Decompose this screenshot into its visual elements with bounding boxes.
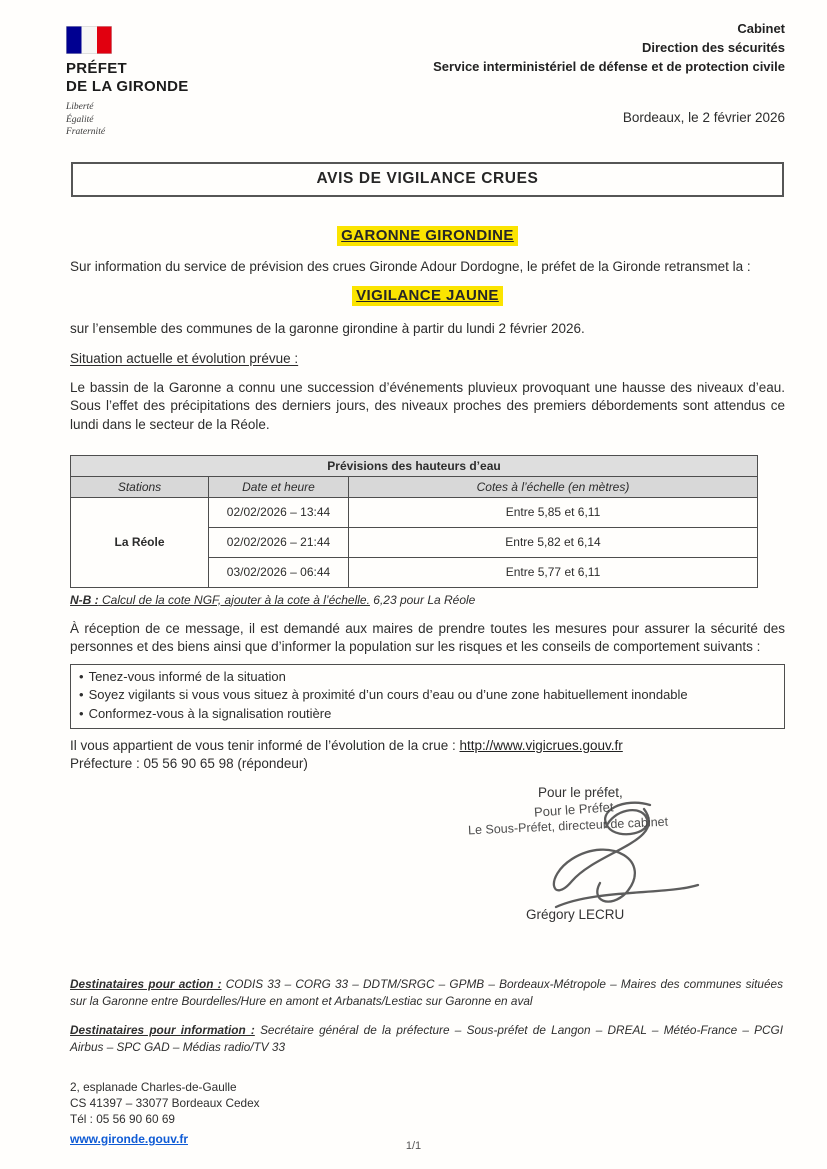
- address-line: Tél : 05 56 90 60 69: [70, 1111, 175, 1126]
- station-cell: La Réole: [71, 497, 209, 587]
- table-note-rest: 6,23 pour La Réole: [369, 592, 476, 607]
- motto-fraternite: Fraternité: [66, 127, 106, 138]
- vigilance-level-line: [70, 287, 785, 305]
- column-header-stations: Stations: [71, 476, 209, 497]
- handwritten-signature-icon: [498, 795, 728, 915]
- advice-text: Conformez-vous à la signalisation routière: [88, 705, 332, 721]
- recipients-action-text: CODIS 33 – CORG 33 – DDTM/SRGC – GPMB – Bordeaux-Métropole – Maires des communes situées sur la Garonne entre Bourdelles/Hure en amont et Arbanats/Lestiac sur Garonne en aval: [70, 977, 783, 1009]
- vigicrues-info-prefix: Il vous appartient de vous tenir informé de l’évolution de la crue :: [70, 738, 460, 754]
- logo-motto: [66, 101, 236, 138]
- recipients-action: [70, 976, 783, 1010]
- cote-cell: Entre 5,82 et 6,14: [349, 527, 758, 557]
- page-number: 1/1: [405, 1140, 422, 1152]
- prefecture-phone-line: Préfecture : 05 56 90 65 98 (répondeur): [70, 756, 308, 772]
- advice-item: [79, 705, 776, 723]
- table-row: [71, 497, 758, 527]
- motto-liberte: Liberté: [66, 102, 94, 113]
- vigilance-level-highlight: VIGILANCE JAUNE: [352, 286, 503, 306]
- vigicrues-link[interactable]: http://www.vigicrues.gouv.fr: [459, 738, 623, 754]
- french-flag-icon: [66, 26, 112, 54]
- recipients-action-label: Destinataires pour action :: [70, 977, 222, 991]
- bullet-icon: •: [79, 687, 84, 703]
- address-line: 2, esplanade Charles-de-Gaulle: [70, 1080, 237, 1094]
- bullet-icon: •: [79, 705, 84, 721]
- cote-cell: Entre 5,85 et 6,11: [349, 497, 758, 527]
- scope-line: sur l’ensemble des communes de la garonne girondine à partir du lundi 2 février 2026.: [70, 320, 585, 336]
- table-title: Prévisions des hauteurs d’eau: [71, 455, 758, 476]
- advice-box: [70, 664, 785, 729]
- datetime-cell: 03/02/2026 – 06:44: [209, 557, 349, 587]
- service-line-cabinet: Cabinet: [737, 21, 785, 36]
- recipients-information-text: Secrétaire général de la préfecture – Sous-préfet de Langon – DREAL – Météo-France – PCGI Airbus – SPC GAD – Médias radio/TV 33: [70, 1023, 784, 1055]
- service-line-sidpc: Service interministériel de défense et de protection civile: [433, 58, 785, 74]
- table-header-row: [71, 476, 758, 497]
- table-note: [70, 593, 785, 607]
- situation-heading: Situation actuelle et évolution prévue :: [70, 350, 299, 366]
- river-name-highlight: GARONNE GIRONDINE: [337, 226, 518, 246]
- signature-handwritten-line-2: Le Sous-Préfet, directeur de cabinet: [467, 814, 669, 838]
- signatory-name: Grégory LECRU: [526, 907, 625, 923]
- signature-typed-line: Pour le préfet,: [538, 785, 623, 801]
- document-title-box: AVIS DE VIGILANCE CRUES: [71, 162, 784, 197]
- header-service-block: [433, 20, 785, 77]
- advice-item: [79, 686, 776, 704]
- forecast-table: [70, 455, 758, 588]
- prefecture-logo: [66, 26, 236, 138]
- advice-text: Soyez vigilants si vous vous situez à proximité d’un cours d’eau ou d’une zone habituellement inondable: [88, 687, 688, 703]
- mayors-instruction-paragraph: À réception de ce message, il est demandé aux maires de prendre toutes les mesures pour assurer la sécurité des personnes et des biens ainsi que d’informer la population sur les risques et les conseils de comportement suivants :: [70, 620, 785, 655]
- datetime-cell: 02/02/2026 – 21:44: [209, 527, 349, 557]
- service-line-direction: Direction des sécurités: [641, 39, 785, 55]
- bullet-icon: •: [79, 668, 84, 684]
- date-place-line: Bordeaux, le 2 février 2026: [622, 110, 785, 125]
- address-line: CS 41397 – 33077 Bordeaux Cedex: [70, 1095, 260, 1110]
- intro-paragraph: Sur information du service de prévision des crues Gironde Adour Dordogne, le préfet de la Gironde retransmet la :: [70, 259, 751, 274]
- advice-item: [79, 668, 776, 686]
- column-header-datetime: Date et heure: [209, 476, 349, 497]
- signature-handwritten-line-1: Pour le Préfet: [533, 799, 614, 820]
- column-header-cote: Cotes à l’échelle (en mètres): [349, 476, 758, 497]
- situation-paragraph: Le bassin de la Garonne a connu une succession d’événements pluvieux provoquant une hausse des niveaux d’eau. Sous l’effet des précipitations des derniers jours, des niveaux proches des premiers débordements sont attendus ce lundi dans le secteur de la Réole.: [70, 379, 785, 432]
- table-note-label: N-B :: [70, 592, 99, 607]
- logo-title-line-2: DE LA GIRONDE: [66, 77, 189, 95]
- signature-block: [70, 785, 785, 957]
- datetime-cell: 02/02/2026 – 13:44: [209, 497, 349, 527]
- gironde-website-link[interactable]: www.gironde.gouv.fr: [70, 1131, 188, 1146]
- document-header: [66, 0, 785, 152]
- motto-egalite: Égalité: [66, 114, 94, 125]
- footer-address-block: [70, 1080, 260, 1148]
- cote-cell: Entre 5,77 et 6,11: [349, 557, 758, 587]
- recipients-information: [70, 1022, 783, 1056]
- recipients-information-label: Destinataires pour information :: [70, 1023, 255, 1037]
- vigicrues-info-line: [70, 738, 785, 753]
- advice-text: Tenez-vous informé de la situation: [88, 668, 286, 684]
- table-title-row: [71, 455, 758, 476]
- logo-title-line-1: PRÉFET: [66, 60, 127, 77]
- table-note-underlined: Calcul de la cote NGF, ajouter à la cote à l’échelle.: [98, 592, 370, 607]
- river-name-line: [70, 227, 785, 245]
